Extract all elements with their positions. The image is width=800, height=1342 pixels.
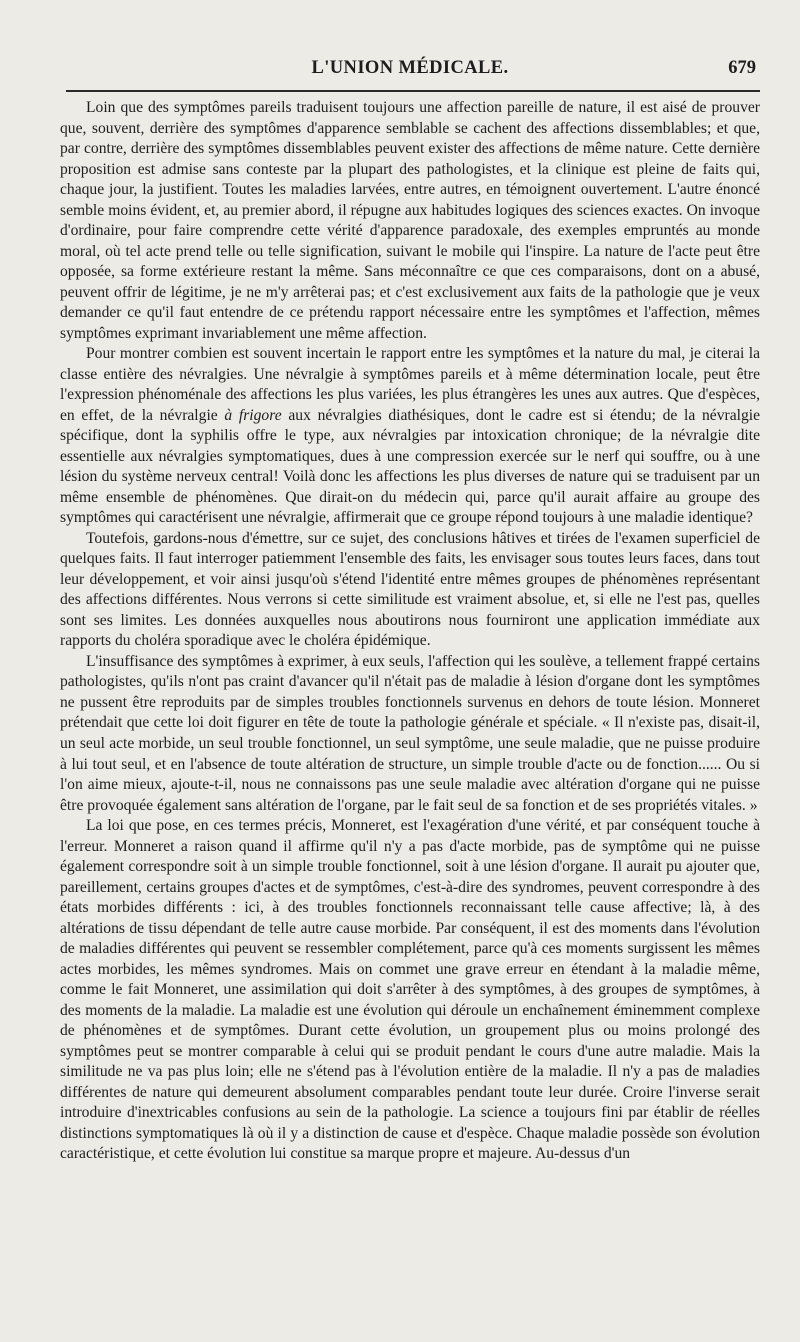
page-number: 679 <box>728 58 756 78</box>
latin-term: à frigore <box>224 406 282 424</box>
journal-title: L'UNION MÉDICALE. <box>311 58 509 78</box>
header-rule <box>66 90 760 92</box>
paragraph-4: L'insuffisance des symptômes à exprimer, à eux seuls, l'affection qui les soulève, a tellement frappé certains pathologistes, qu'ils n'ont pas craint d'avancer qu'il n'était pas de maladie à lésion d'organe dont les symptômes ne pussent être reproduits par de simples troubles fonctionnels survenus en dehors de toute lésion. Monneret prétendait que cette loi doit figurer en tête de toute la pathologie générale et spéciale. « Il n'existe pas, disait-il, un seul acte morbide, un seul trouble fonctionnel, un seul symptôme, une seule maladie, que ne puisse produire à lui tout seul, et en l'absence de toute altération de structure, un simple trouble d'acte ou de fonction...... Ou si l'on aime mieux, ajoute-t-il, nous ne connaissons pas une seule maladie avec altération d'organe qui ne puisse être provoquée également sans altération de l'organe, par le fait seul de sa fonction et de ses propriétés vitales. » <box>60 652 760 814</box>
paragraph-2 <box>60 344 760 529</box>
article-body <box>60 98 760 1165</box>
paragraph-1: Loin que des symptômes pareils traduisent toujours une affection pareille de nature, il est aisé de prouver que, souvent, derrière des symptômes d'apparence semblable se cachent des affections dissemblables; et que, par contre, derrière des symptômes dissemblables peuvent exister des affections de même nature. Cette dernière proposition est admise sans conteste par la plupart des pathologistes, et la clinique est pleine de faits qui, chaque jour, la justifient. Toutes les maladies larvées, entre autres, en témoignent ouvertement. L'autre énoncé semble moins évident, et, au premier abord, il répugne aux habitudes logiques des sciences exactes. On invoque d'ordinaire, pour faire comprendre cette vérité d'apparence paradoxale, des exemples empruntés au monde moral, où tel acte prend telle ou telle signification, suivant le mobile qui l'inspire. La nature de l'acte peut être opposée, sa forme extérieure restant la même. Sans méconnaître ce que ces comparaisons, dont on a abusé, peuvent offrir de légitime, je ne m'y arrêterai pas; et c'est exclusivement aux faits de la pathologie que je veux demander ce qu'il faut entendre de ce prétendu rapport nécessaire entre les symptômes et l'affection, mêmes symptômes exprimant invariablement une même affection. <box>60 99 760 342</box>
paragraph-3: Toutefois, gardons-nous d'émettre, sur ce sujet, des conclusions hâtives et tirées de l'examen superficiel de quelques faits. Il faut interroger patiemment l'ensemble des faits, les envisager sous toutes leurs faces, dans tout leur développement, et voir ainsi jusqu'où s'étend l'identité entre mêmes groupes de phénomènes représentant des affections différentes. Nous verrons si cette similitude est vraiment absolue, et, si elle ne l'est pas, quelles sont ses limites. Les données auxquelles nous aboutirons nous fourniront une application immédiate aux rapports du choléra sporadique avec le choléra épidémique. <box>60 529 760 650</box>
paragraph-2-text-after: aux névralgies diathésiques, dont le cadre est si étendu; de la névralgie spécifique, dont la syphilis offre le type, aux névralgies par intoxication chronique; de la névralgie dite essentielle aux névralgies symptomatiques, dues à une compression exercée sur le nerf qui souffre, ou à une lésion du système nerveux central! Voilà donc les affections les plus diverses de nature qui se traduisent par un même ensemble de phénomènes. Que dirait-on du médecin qui, parce qu'il aurait affaire au groupe des symptômes qui caractérisent une névralgie, affirmerait que ce groupe répond toujours à une maladie identique? <box>60 406 761 527</box>
running-header <box>60 58 760 88</box>
paragraph-2-text-before: Pour montrer combien est souvent incertain le rapport entre les symptômes et la nature du mal, je citerai la classe entière des névralgies. Une névralgie à symptômes pareils et à même détermination locale, peut être l'expression phénoménale des affections les plus variées, les plus étrangères les unes aux autres. Que d'espèces, en effet, de la névralgie <box>60 345 760 424</box>
paragraph-5: La loi que pose, en ces termes précis, Monneret, est l'exagération d'une vérité, et par conséquent touche à l'erreur. Monneret a raison quand il affirme qu'il n'y a pas d'acte morbide, pas de symptôme qui ne puisse également correspondre soit à un simple trouble fonctionnel, soit à une lésion d'organe. Il aurait pu ajouter que, pareillement, certains groupes d'actes et de symptômes, c'est-à-dire des syndromes, peuvent correspondre à des états morbides différents : ici, à des troubles fonctionnels reconnaissant telle cause affective; là, à des altérations de tissu dépendant de telle autre cause morbide. Par conséquent, il est des moments dans l'évolution de maladies différentes qui peuvent se ressembler complétement, parce qu'à ces moments surgissent les mêmes actes morbides, les mêmes syndromes. Mais on commet une grave erreur en étendant à la maladie même, comme le fait Monneret, une assimilation qui doit s'arrêter à des symptômes, à des groupes de symptômes, à des moments de la maladie. La maladie est une évolution qui déroule un enchaînement éminemment complexe de phénomènes et de symptômes. Durant cette évolution, un groupement plus ou moins prolongé des symptômes peut se montrer comparable à celui qui se produit pendant le cours d'une autre maladie. Mais la similitude ne va pas plus loin; elle ne s'étend pas à l'évolution entière de la maladie. Il n'y a pas de maladies différentes de nature qui demeurent absolument comparables pendant toute leur durée. Croire l'inverse serait introduire d'inextricables confusions au sein de la pathologie. La science a toujours fini par établir de réelles distinctions symptomatiques là où il y a distinction de cause et d'espèce. Chaque maladie possède son évolution caractéristique, et cette évolution lui constitue sa marque propre et majeure. Au-dessus d'un <box>60 817 760 1163</box>
